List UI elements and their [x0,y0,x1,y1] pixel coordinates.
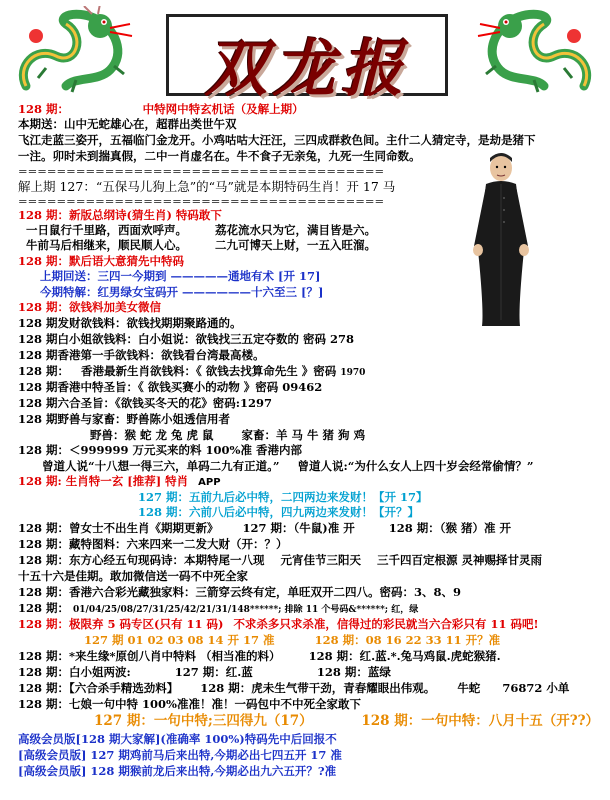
dragon-left-illustration [6,6,146,98]
beast-livestock-heading: 128 期野兽与家畜：野兽陈小姐透信用者 [18,412,231,426]
two-waves-line: 128 期：白小姐两波: 127 期：红.蓝 128 期：蓝绿 [18,665,391,679]
money-clue-1: 128 期发财欲钱料：欲钱找期期聚路通的。 [18,316,242,330]
article-body [18,100,603,800]
money-clue-3: 128 期香港第一手欲钱料：欲钱看台湾最高楼。 [18,348,265,362]
front-back-128: 128 期：六前八后必中特，四九两边来发财！【开？】 [138,505,420,519]
taoist-quotes: 曾道人说“十八想一得三六，单码二九有正道。” 曾道人说:“为什么女人上四十岁会经常偷情？” [42,459,534,473]
killer-pick-line: 128 期：【六合杀手精选劲料】 128 期：虎未生气带干劲，青春耀眼出伟观。 牛蛇 76872 小单 [18,681,570,695]
eight-zodiac-line: 128 期：*来生缘*原创八肖中特料 （相当准的料） 128 期：红.蓝.*.兔马鸡鼠.虎蛇猴猪. [18,649,501,663]
money-clue-4: 128 期： 香港最新生肖欲钱料：《 欲钱去找算命先生 》密码 1970 [18,364,366,378]
section-heading-money: 128 期：欲钱料加美女微信 [18,300,162,314]
vip-line-1: 高级会员版[128 期大家解](准确率 100%)特码先中后回报不 [18,732,337,746]
beast-livestock-list: 野兽：猴 蛇 龙 兔 虎 鼠 家畜：羊 马 牛 猪 狗 鸡 [90,428,366,442]
hk-exclusive-line: 128 期：香港六合彩光藏独家料：三箭穿云终有定，单旺双开二四八。密码：3、8、9 [18,585,462,599]
masthead [0,0,610,105]
seven-lady-line: 128 期：七娘一句中特 100%准准！准！一码包中不中死全家敢下 [18,697,361,711]
dragon-right-illustration [464,6,604,98]
vip-line-3: [高级会员版] 128 期猴前龙后来出特,今期必出九六五开？?准 [18,764,337,778]
riddle-this-issue: 今期特解：红男绿女宝码开 ——————十六至三 [？] [40,285,324,299]
kill-five-codes-line: 128 期：极限弃 5 码专区(只有 11 码) 不求杀多只求杀准，信得过的彩民就当六合彩只有 11 码吧! [18,617,539,631]
inside-info-line: 128 期：＜999999 万元买来的料 100%准 香港内部 [18,443,302,457]
number-exclusion-line: 128 期： 01/04/25/08/27/31/25/42/21/31/148******; 排除 11 个号码&******; 红，绿 [18,601,419,615]
last-issue-answer: 解上期 127：“五保马儿狗上急”的“马”就是本期特码生肖！开 17 马 [18,179,396,194]
poem-line-1: 飞江走蓝三姿开，五福临门金龙开。小鸡咕咕大汪汪，三四成群救色间。主什二人猜定寺，是劫是猪下 [18,133,536,147]
zodiac-recommend-line: 128 期: 生肖特一玄 [推荐] 特肖 APP [18,474,221,488]
section-heading-riddle: 128 期：默后语大意猜先中特码 [18,254,185,268]
title-text: 双龙报 [204,32,409,105]
money-clue-5: 128 期香港中特圣旨：《 欲钱买赛小的动物 》密码 09462 [18,380,323,394]
heart-sutra-line: 128 期：东方心经五句现码诗：本期特尾一八现 元宵佳节三阳天 三千四百定根源 灵神赐择甘灵雨 [18,553,543,567]
heart-sutra-cont: 十五十六是佳期。敢加微信送一码不中死全家 [18,569,248,583]
verse-row-2: 牛前马后相继来，顺民顺人心。 二九可博天上财，一五入旺溜。 [26,238,377,252]
ms-zeng-line: 128 期：曾女士不出生肖《期期更新》 127 期：（牛鼠)准 开 128 期：（猴 猪）准 开 [18,521,512,535]
vip-line-2: [高级会员版] 127 期鸡前马后来出特,今期必出七四五开 17 准 [18,748,342,762]
riddle-last-issue: 上期回送：三四一今期到 —————通地有术 [开 17] [40,269,321,283]
money-clue-6: 128 期六合圣旨：《欲钱买冬天的花》密码:1297 [18,396,273,410]
poem-intro-line: 本期送：山中无蛇雄心在，超群出类世午双 [18,117,237,131]
issue-header-line: 128 期： 中特网中特玄机话（及解上期） [18,102,304,116]
section-heading-poem: 128 期：新版总纲诗(猜生肖) 特码敢下 [18,208,222,222]
hidden-picture-line: 128 期：藏特图料：六来四来一二发大财（开：？） [18,537,288,551]
separator: ====================================== [18,164,385,178]
verse-row-1: 一日鼠行千里路，西面欢呼声。 荔花流水只为它，满目皆是六。 [26,223,377,237]
codes-127-128: 127 期 01 02 03 08 14 开 17 准 128 期：08 16 22 33 11 开？准 [84,633,501,647]
front-back-127: 127 期：五前九后必中特，二四两边来发财！【开 17】 [138,490,428,504]
one-phrase-line: 127 期：一句中特;三四得九（17） 128 期：一句中特：八月十五（开??） [94,713,600,729]
title-banner [166,14,448,105]
poem-line-2: 一注。卯时未到揣真假，二中一肖虚名在。牛不食子无亲兔，九死一生同命数。 [18,149,421,163]
money-clue-2: 128 期白小姐欲钱料：白小姐说：欲钱找三五定夺数的 密码 278 [18,332,355,346]
separator: ====================================== [18,194,385,208]
